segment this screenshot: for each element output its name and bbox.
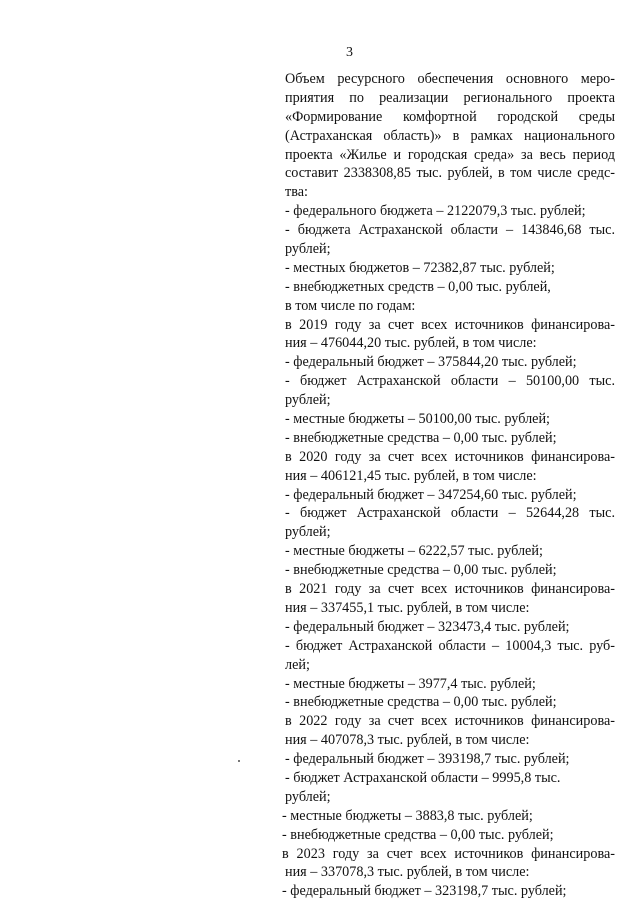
list-item: - внебюджетные средства – 0,00 тыс. рублей; xyxy=(285,429,557,446)
list-item: - федеральный бюджет – 323473,4 тыс. рублей; xyxy=(285,618,570,635)
list-item: - федеральный бюджет – 393198,7 тыс. рублей; xyxy=(285,751,570,768)
list-item: - внебюджетные средства – 0,00 тыс. рублей; xyxy=(285,562,557,579)
paragraph-line: ния – 476044,20 тыс. рублей, в том числе: xyxy=(285,335,537,352)
list-item: - местные бюджеты – 3883,8 тыс. рублей; xyxy=(282,807,533,824)
list-item: - внебюджетные средства – 0,00 тыс. рублей; xyxy=(285,694,557,711)
paragraph-line: в 2019 году за счет всех источников финансирова- xyxy=(285,316,615,333)
paragraph-line: «Формирование комфортной городской среды xyxy=(285,108,615,125)
paragraph-line: приятия по реализации регионального проекта xyxy=(285,89,615,106)
paragraph-line: тва: xyxy=(285,184,308,201)
list-item: - федеральный бюджет – 347254,60 тыс. рублей; xyxy=(285,486,577,503)
paragraph-line: ния – 337455,1 тыс. рублей, в том числе: xyxy=(285,599,530,616)
list-item: - бюджет Астраханской области – 10004,3 тыс. руб- xyxy=(285,637,615,654)
paragraph-line: в 2021 году за счет всех источников финансирова- xyxy=(285,581,615,598)
list-item: - местные бюджеты – 6222,57 тыс. рублей; xyxy=(285,543,543,560)
list-item: - федеральный бюджет – 323198,7 тыс. рублей; xyxy=(282,883,567,900)
paragraph-line: в том числе по годам: xyxy=(285,297,416,314)
list-item: - федеральный бюджет – 375844,20 тыс. рублей; xyxy=(285,354,577,371)
list-item-continuation: лей; xyxy=(285,656,310,673)
list-item: - федерального бюджета – 2122079,3 тыс. рублей; xyxy=(285,203,586,220)
list-item: - местных бюджетов – 72382,87 тыс. рублей; xyxy=(285,259,555,276)
paragraph-line: проекта «Жилье и городская среда» за весь период xyxy=(285,146,615,163)
list-item: - местные бюджеты – 50100,00 тыс. рублей; xyxy=(285,411,550,428)
list-item: - внебюджетные средства – 0,00 тыс. рублей; xyxy=(282,826,554,843)
list-item: - внебюджетных средств – 0,00 тыс. рублей, xyxy=(285,278,551,295)
paragraph-line: в 2023 году за счет всех источников финансирова- xyxy=(282,845,615,862)
paragraph-line: в 2022 году за счет всех источников финансирова- xyxy=(285,713,615,730)
list-item-continuation: рублей; xyxy=(285,788,331,805)
list-item: - бюджет Астраханской области – 9995,8 тыс. xyxy=(285,769,561,786)
scan-speck xyxy=(238,760,240,762)
list-item-continuation: рублей; xyxy=(285,524,331,541)
list-item-continuation: рублей; xyxy=(285,392,331,409)
document-body xyxy=(282,70,615,901)
list-item: - бюджет Астраханской области – 52644,28 тыс. xyxy=(285,505,615,522)
paragraph-line: в 2020 году за счет всех источников финансирова- xyxy=(285,448,615,465)
paragraph-line: ния – 337078,3 тыс. рублей, в том числе: xyxy=(285,864,530,881)
paragraph-line: Объем ресурсного обеспечения основного меро- xyxy=(285,71,615,87)
list-item: - бюджета Астраханской области – 143846,68 тыс. xyxy=(285,222,615,239)
list-item-continuation: рублей; xyxy=(285,241,331,258)
list-item: - местные бюджеты – 3977,4 тыс. рублей; xyxy=(285,675,536,692)
paragraph-line: (Астраханская область)» в рамках национального xyxy=(285,127,615,144)
list-item: - бюджет Астраханской области – 50100,00 тыс. xyxy=(285,373,615,390)
paragraph-line: ния – 407078,3 тыс. рублей, в том числе: xyxy=(285,732,530,749)
paragraph-line: ния – 406121,45 тыс. рублей, в том числе: xyxy=(285,467,537,484)
paragraph-line: составит 2338308,85 тыс. рублей, в том числе средс- xyxy=(285,165,615,182)
page-number: 3 xyxy=(346,45,353,60)
